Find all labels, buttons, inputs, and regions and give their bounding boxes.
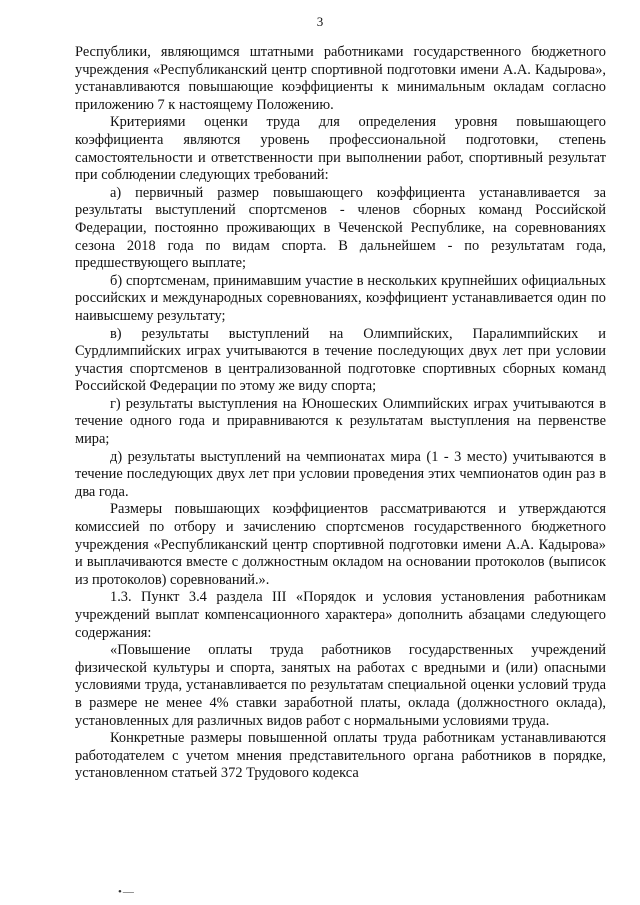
paragraph-continuation: Республики, являющимся штатными работниками государственного бюджетного учреждения «Республиканский центр спортивной подготовки имени А.А. Кадырова», устанавливаются повышающие коэффициенты к минимальным окладам согласно приложению 7 к настоящему Положению. (75, 44, 606, 113)
paragraph-item-a: а) первичный размер повышающего коэффициента устанавливается за результаты выступлений спортсменов - членов сборных команд Российской Федерации, постоянно проживающих в Чеченской Республике, на соревнованиях сезона 2018 года по видам спорта. В дальнейшем - по результатам года, предшествующего выплате; (75, 184, 606, 272)
page-number: 3 (316, 14, 324, 29)
paragraph-criteria: Критериями оценки труда для определения уровня повышающего коэффициента являются уровень профессиональной подготовки, степень самостоятельности и ответственности при выполнении работ, спортивный результат при соблюдении следующих требований: (75, 114, 606, 184)
document-body (75, 44, 606, 783)
paragraph-item-g: г) результаты выступления на Юношеских Олимпийских играх учитываются в течение одного года и приравниваются к результатам выступления на первенстве мира; (75, 395, 606, 448)
paragraph-specific-sizes: Конкретные размеры повышенной оплаты труда работникам устанавливаются работодателем с учетом мнения представительного органа работников в порядке, установленном статьей 372 Трудового кодекса (75, 730, 606, 782)
paragraph-clause-1-3: 1.3. Пункт 3.4 раздела III «Порядок и условия установления работникам учреждений выплат компенсационного характера» дополнить абзацами следующего содержания: (75, 589, 606, 641)
paragraph-quoted-increase: «Повышение оплаты труда работников государственных учреждений физической культуры и спорта, занятых на работах с вредными и (или) опасными условиями труда, устанавливается по результатам специальной оценки условий труда в размере не менее 4% ставки заработной платы, оклада (должностного оклада), установленных для различных видов работ с нормальными условиями труда. (75, 642, 606, 729)
paragraph-item-v: в) результаты выступлений на Олимпийских, Паралимпийских и Сурдлимпийских играх учитываются в течение последующих двух лет при условии участия спортсменов в централизованной подготовке спортивных сборных команд Российской Федерации по этому же виду спорта; (75, 325, 606, 395)
footer-scan-mark: •— (118, 886, 135, 898)
paragraph-coefficient-sizes: Размеры повышающих коэффициентов рассматриваются и утверждаются комиссией по отбору и зачислению спортсменов государственного бюджетного учреждения «Республиканский центр спортивной подготовки имени А.А. Кадырова» и выплачиваются вместе с должностным окладом на основании протоколов (выписок из протоколов) соревнований.». (75, 501, 606, 588)
paragraph-item-d: д) результаты выступлений на чемпионатах мира (1 - 3 место) учитываются в течение последующих двух лет при условии проведения этих чемпионатов один раз в два года. (75, 448, 606, 500)
paragraph-item-b: б) спортсменам, принимавшим участие в нескольких крупнейших официальных российских и международных соревнованиях, коэффициент устанавливается один по наивысшему результату; (75, 272, 606, 324)
